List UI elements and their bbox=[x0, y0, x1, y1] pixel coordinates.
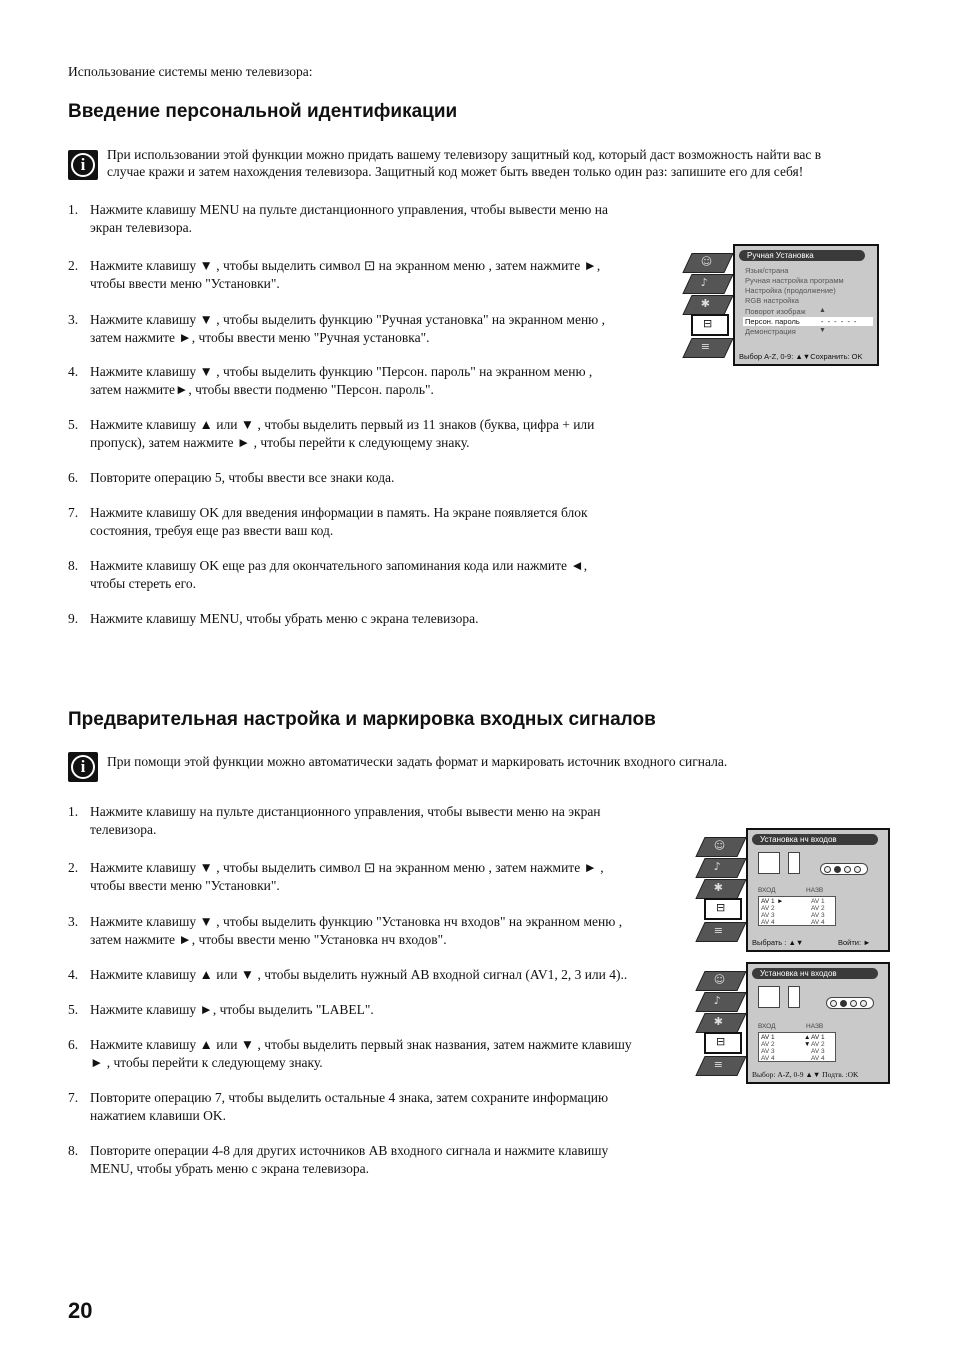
step-number: 8. bbox=[68, 1143, 79, 1158]
step-text: Нажмите клавишу OK для введения информации в память. На экране появляется блок состояния, требуя еще раз ввести ваш код. bbox=[90, 505, 588, 538]
menu-tab-features-icon: ✱ bbox=[682, 295, 733, 315]
code-field: - - - - - - bbox=[819, 317, 873, 326]
footer-hint: Выбор: A-Z, 0-9 ▲▼ Подтв. :OK bbox=[752, 1070, 859, 1079]
footer-select: Выбрать : ▲▼ bbox=[752, 938, 804, 947]
step-number: 7. bbox=[68, 505, 79, 520]
step-text: Повторите операции 4-8 для других источников АВ входного сигнала и нажмите клавишу MENU, чтобы убрать меню с экрана телевизора. bbox=[90, 1143, 609, 1176]
step-text: Нажмите клавишу OK еще раз для окончательного запоминания кода или нажмите ◄, чтобы стереть его. bbox=[90, 558, 588, 591]
menu-tab-sound-icon: ♪ bbox=[695, 992, 746, 1012]
menu-item: Язык/страна bbox=[745, 266, 789, 275]
column-label: НАЗВ bbox=[806, 887, 824, 894]
menu-item: Поворот изображ bbox=[745, 307, 806, 316]
info-icon: i bbox=[68, 150, 98, 180]
menu-tab-preset-icon: ≡ bbox=[695, 922, 746, 942]
menu-title: Установка нч входов bbox=[752, 968, 878, 979]
menu-item: Ручная настройка программ bbox=[745, 276, 844, 285]
step-number: 4. bbox=[68, 364, 79, 379]
tv-menu-manual-setup bbox=[683, 244, 879, 366]
menu-tab-preset-icon: ≡ bbox=[695, 1056, 746, 1076]
step-text: Нажмите клавишу ▼ , чтобы выделить символ ⊡ на экранном меню , затем нажмите ► , чтобы ввести меню "Установки". bbox=[90, 860, 604, 893]
step-number: 2. bbox=[68, 860, 79, 875]
info-icon: i bbox=[68, 752, 98, 782]
step-text: Нажмите клавишу MENU, чтобы убрать меню с экрана телевизора. bbox=[90, 611, 479, 626]
step-text: Нажмите клавишу ▲ или ▼ , чтобы выделить первый знак названия, затем нажмите клавишу ► , чтобы перейти к следующему знаку. bbox=[90, 1037, 632, 1070]
step-number: 1. bbox=[68, 202, 79, 217]
menu-tab-features-icon: ✱ bbox=[695, 879, 746, 899]
section-title-personal-id: Введение персональной идентификации bbox=[68, 101, 458, 122]
menu-panel bbox=[746, 962, 890, 1084]
menu-item: Демонстрация bbox=[745, 327, 796, 336]
connector-panel-icon bbox=[820, 863, 868, 875]
step-number: 6. bbox=[68, 1037, 79, 1052]
step-number: 3. bbox=[68, 312, 79, 327]
column-input: ВХОД bbox=[758, 887, 776, 894]
menu-item: Настройка (продолжение) bbox=[745, 286, 836, 295]
av-list: AV 1 ► AV 2 AV 3 AV 4 AV 1 AV 2 AV 3 AV 4 bbox=[758, 896, 836, 926]
step-text: Повторите операцию 7, чтобы выделить остальные 4 знака, затем сохраните информацию нажатием клавиши OK. bbox=[90, 1090, 609, 1123]
step-text: Нажмите клавишу на пульте дистанционного управления, чтобы вывести меню на экран телевизора. bbox=[90, 804, 601, 837]
scart-icon bbox=[758, 852, 780, 874]
column-input: ВХОД bbox=[758, 1023, 776, 1030]
step-number: 5. bbox=[68, 1002, 79, 1017]
front-input-icon bbox=[788, 852, 800, 874]
column-label: НАЗВ bbox=[806, 1023, 824, 1030]
menu-tab-sound-icon: ♪ bbox=[695, 858, 746, 878]
av-list: AV 1 AV 2 AV 3 AV 4 ▲ ▼ AV 1 AV 2 AV 3 AV 4 bbox=[758, 1032, 836, 1062]
section2-note: При помощи этой функции можно автоматически задать формат и маркировать источник входного сигнала. bbox=[107, 754, 728, 769]
step-text: Нажмите клавишу ▼ , чтобы выделить функцию "Ручная установка" на экранном меню , затем нажмите ►, чтобы ввести меню "Ручная установка". bbox=[90, 312, 606, 345]
menu-tab-setup-icon: ⊟ bbox=[704, 898, 742, 920]
front-input-icon bbox=[788, 986, 800, 1008]
menu-tab-setup-icon: ⊟ bbox=[691, 314, 729, 336]
step-text: Нажмите клавишу MENU на пульте дистанционного управления, чтобы вывести меню на экран телевизора. bbox=[90, 202, 608, 235]
footer-hint: Выбор A-Z, 0-9: ▲▼Сохранить: OK bbox=[739, 352, 863, 361]
menu-panel bbox=[733, 244, 879, 366]
step-number: 7. bbox=[68, 1090, 79, 1105]
page-number: 20 bbox=[68, 1298, 93, 1323]
menu-tab-sound-icon: ♪ bbox=[682, 274, 733, 294]
menu-tab-preset-icon: ≡ bbox=[682, 338, 733, 358]
step-number: 5. bbox=[68, 417, 79, 432]
arrow-up-icon: ▲ bbox=[819, 307, 826, 314]
page-header: Использование системы меню телевизора: bbox=[68, 64, 313, 79]
section-title-input-presets: Предварительная настройка и маркировка входных сигналов bbox=[68, 709, 656, 730]
menu-tab-picture-icon: ☺ bbox=[695, 971, 746, 991]
step-number: 1. bbox=[68, 804, 79, 819]
arrow-down-icon: ▼ bbox=[819, 327, 826, 334]
section1-note: При использовании этой функции можно придать вашему телевизору защитный код, который даст возможность найти вас в случае кражи и затем нахождения телевизора. Защитный код может быть введен только один раз: запишите его для себя! bbox=[107, 147, 822, 179]
step-number: 3. bbox=[68, 914, 79, 929]
menu-title: Установка нч входов bbox=[752, 834, 878, 845]
tv-menu-av-setup bbox=[696, 828, 890, 952]
step-number: 2. bbox=[68, 258, 79, 273]
step-text: Нажмите клавишу ▲ или ▼ , чтобы выделить первый из 11 знаков (буква, цифра + или пропуск), затем нажмите ► , чтобы перейти к следующему знаку. bbox=[90, 417, 595, 450]
menu-panel bbox=[746, 828, 890, 952]
step-text: Нажмите клавишу ▼ , чтобы выделить функцию "Установка нч входов" на экранном меню , затем нажмите ►, чтобы ввести меню "Установка нч входов". bbox=[90, 914, 623, 947]
step-text: Нажмите клавишу ▲ или ▼ , чтобы выделить нужный АВ входной сигнал (AV1, 2, 3 или 4).. bbox=[90, 967, 628, 982]
footer-enter: Войти: ► bbox=[838, 938, 871, 947]
step-text: Нажмите клавишу ►, чтобы выделить "LABEL". bbox=[90, 1002, 374, 1017]
connector-panel-icon bbox=[826, 997, 874, 1009]
step-text: Повторите операцию 5, чтобы ввести все знаки кода. bbox=[90, 470, 395, 485]
step-number: 4. bbox=[68, 967, 79, 982]
tv-menu-av-label bbox=[696, 962, 890, 1084]
menu-tab-setup-icon: ⊟ bbox=[704, 1032, 742, 1054]
menu-item: RGB настройка bbox=[745, 296, 799, 305]
scart-icon bbox=[758, 986, 780, 1008]
step-text: Нажмите клавишу ▼ , чтобы выделить функцию "Персон. пароль" на экранном меню , затем нажмите►, чтобы ввести подменю "Персон. пароль". bbox=[90, 364, 593, 397]
menu-item-selected: Персон. пароль bbox=[743, 317, 819, 326]
step-number: 6. bbox=[68, 470, 79, 485]
menu-tab-picture-icon: ☺ bbox=[695, 837, 746, 857]
menu-tab-picture-icon: ☺ bbox=[682, 253, 733, 273]
step-text: Нажмите клавишу ▼ , чтобы выделить символ ⊡ на экранном меню , затем нажмите ►, чтобы ввести меню "Установки". bbox=[90, 258, 601, 291]
step-number: 9. bbox=[68, 611, 79, 626]
menu-tab-features-icon: ✱ bbox=[695, 1013, 746, 1033]
step-number: 8. bbox=[68, 558, 79, 573]
menu-title: Ручная Установка bbox=[739, 250, 865, 261]
